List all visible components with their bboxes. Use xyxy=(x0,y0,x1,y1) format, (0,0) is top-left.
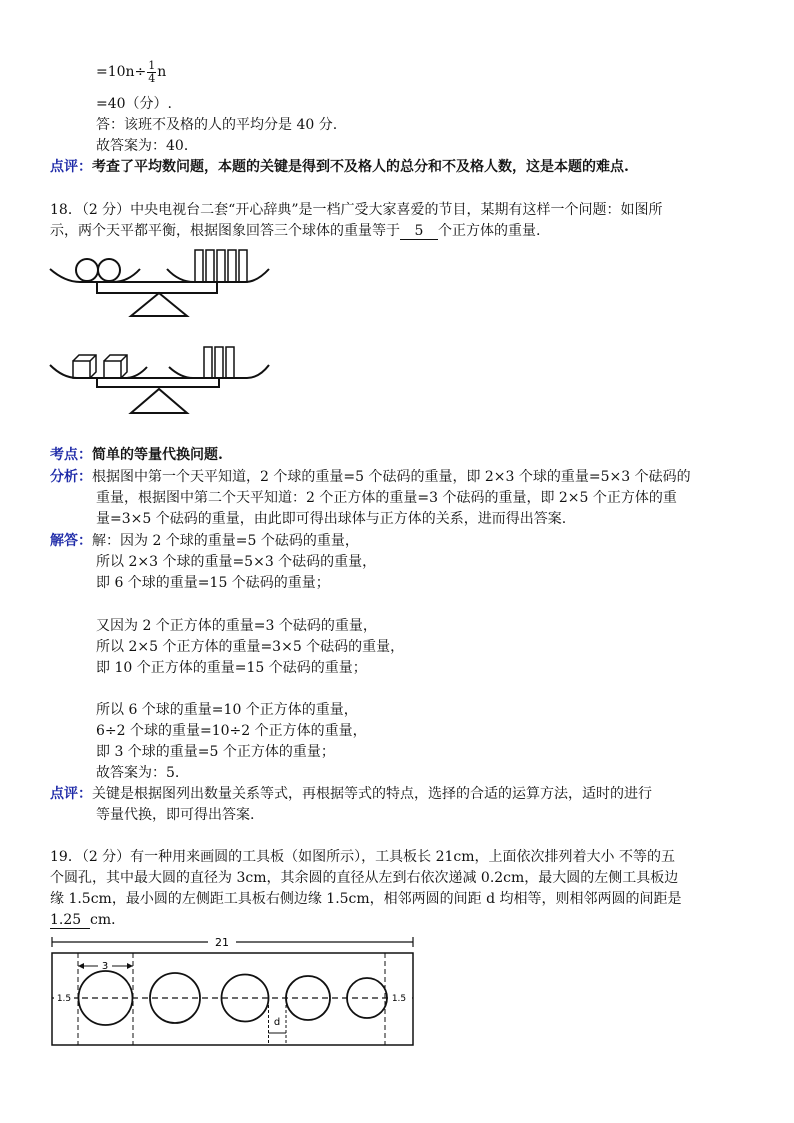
total-length-label: 21 xyxy=(215,936,229,949)
q19-answer-blank: 1.25 xyxy=(50,912,90,929)
fenxi-text-1: 根据图中第一个天平知道，2 个球的重量=5 个砝码的重量，即 2×3 个球的重量=5×3 个砝码的 xyxy=(92,469,691,485)
comment-text: 考查了平均数问题，本题的关键是得到不及格人的总分和不及格人数，这是本题的难点. xyxy=(92,159,629,175)
weight-6 xyxy=(204,347,212,378)
q18-jieda-line5: 所以 2×5 个正方体的重量=3×5 个砝码的重量， xyxy=(96,639,405,655)
fraction xyxy=(147,60,156,85)
balance-figure-1 xyxy=(47,244,277,324)
q19-stem-line4 xyxy=(50,910,125,930)
comment-label: 点评： xyxy=(50,159,92,175)
q18-jieda-line6: 即 10 个正方体的重量=15 个砝码的重量； xyxy=(96,660,367,676)
prev-final: 故答案为：40． xyxy=(96,138,198,154)
weight-1 xyxy=(195,250,203,282)
q19-stem-line1: 19．（2 分）有一种用来画圆的工具板（如图所示），工具板长 21cm，上面依次排列着大小 不等的五 xyxy=(50,849,676,865)
q19-stem-post: cm． xyxy=(90,912,126,928)
q18-jieda-line4: 又因为 2 个正方体的重量=3 个砝码的重量， xyxy=(96,618,377,634)
jieda-label: 解答： xyxy=(50,533,92,549)
right-margin-label: 1.5 xyxy=(391,994,407,1004)
weight-2 xyxy=(206,250,214,282)
q18-jieda-line7: 所以 6 个球的重量=10 个正方体的重量， xyxy=(96,702,358,718)
fulcrum-2 xyxy=(131,389,187,413)
prev-formula xyxy=(96,58,166,86)
q18-stem-post: 个正方体的重量. xyxy=(438,223,541,239)
prev-answer: 答：该班不及格的人的平均分是 40 分. xyxy=(96,117,338,133)
q18-stem-line1: 18．（2 分）中央电视台二套“开心辞典”是一档广受大家喜爱的节目，某期有这样一个问题：如图所 xyxy=(50,202,663,218)
q18-jieda-line1 xyxy=(50,531,359,551)
weight-5 xyxy=(239,250,247,282)
q18-fenxi-line1 xyxy=(50,467,691,487)
beam-2 xyxy=(97,378,219,387)
formula-suffix: n xyxy=(157,64,167,80)
weight-7 xyxy=(215,347,223,378)
right-pan-1 xyxy=(167,269,269,282)
q18-jieda-line10: 故答案为：5. xyxy=(96,765,180,781)
weight-4 xyxy=(228,250,236,282)
left-margin-label: 1.5 xyxy=(56,994,72,1004)
q18-fenxi-line2: 重量，根据图中第二个天平知道：2 个正方体的重量=3 个砝码的重量，即 2×5 个正方体的重 xyxy=(96,490,677,506)
right-pan-2 xyxy=(169,365,269,378)
weight-3 xyxy=(217,250,225,282)
fenxi-label: 分析： xyxy=(50,469,92,485)
fraction-numerator: 1 xyxy=(148,58,156,72)
prev-comment xyxy=(50,157,629,177)
left-pan-1 xyxy=(50,269,140,282)
q19-stem-line2: 个圆孔，其中最大圆的直径为 3cm，其余圆的直径从左到右依次递减 0.2cm，最大圆的左侧工具板边 xyxy=(50,870,679,886)
left-pan-2 xyxy=(50,365,147,378)
q18-fenxi-line3: 量=3×5 个砝码的重量，由此即可得出球体与正方体的关系，进而得出答案. xyxy=(96,511,567,527)
dianping-text-1: 关键是根据图列出数量关系等式，再根据等式的特点，选择的合适的运算方法，适时的进行 xyxy=(92,786,652,802)
ball-1 xyxy=(76,259,98,281)
cube-2 xyxy=(104,355,127,378)
q19-stem-line3: 缘 1.5cm，最小圆的左侧距工具板右侧边缘 1.5cm，相邻两圆的间距 d 均相等，则相邻两圆的间距是 xyxy=(50,891,682,907)
formula-prefix: =10n÷ xyxy=(96,64,147,80)
prev-result: =40（分）. xyxy=(96,96,172,112)
gap-label: d xyxy=(273,1017,281,1028)
q18-jieda-line9: 即 3 个球的重量=5 个正方体的重量； xyxy=(96,744,335,760)
weight-8 xyxy=(226,347,234,378)
q18-dianping-line1 xyxy=(50,784,652,804)
fulcrum-1 xyxy=(131,293,187,316)
ball-2 xyxy=(98,259,120,281)
q18-jieda-line2: 所以 2×3 个球的重量=5×3 个砝码的重量， xyxy=(96,554,377,570)
q18-kaodian xyxy=(50,445,223,465)
diameter-label: 3 xyxy=(101,961,109,972)
fraction-denominator: 4 xyxy=(148,71,156,85)
q18-stem-line2 xyxy=(50,221,540,241)
tool-board-figure xyxy=(50,933,420,1048)
kaodian-label: 考点： xyxy=(50,447,92,463)
beam-1 xyxy=(97,282,217,293)
q18-jieda-line8: 6÷2 个球的重量=10÷2 个正方体的重量， xyxy=(96,723,367,739)
q18-answer-blank: 5 xyxy=(400,223,438,240)
jieda-text-1: 解：因为 2 个球的重量=5 个砝码的重量， xyxy=(92,533,359,549)
dianping-label: 点评： xyxy=(50,786,92,802)
q18-jieda-line3: 即 6 个球的重量=15 个砝码的重量； xyxy=(96,575,330,591)
q18-dianping-line2: 等量代换，即可得出答案. xyxy=(96,807,255,823)
balance-figure-2 xyxy=(47,337,277,417)
cube-1 xyxy=(73,355,96,378)
q18-stem-pre: 示，两个天平都平衡，根据图象回答三个球体的重量等于 xyxy=(50,223,400,239)
kaodian-text: 简单的等量代换问题. xyxy=(92,447,223,463)
